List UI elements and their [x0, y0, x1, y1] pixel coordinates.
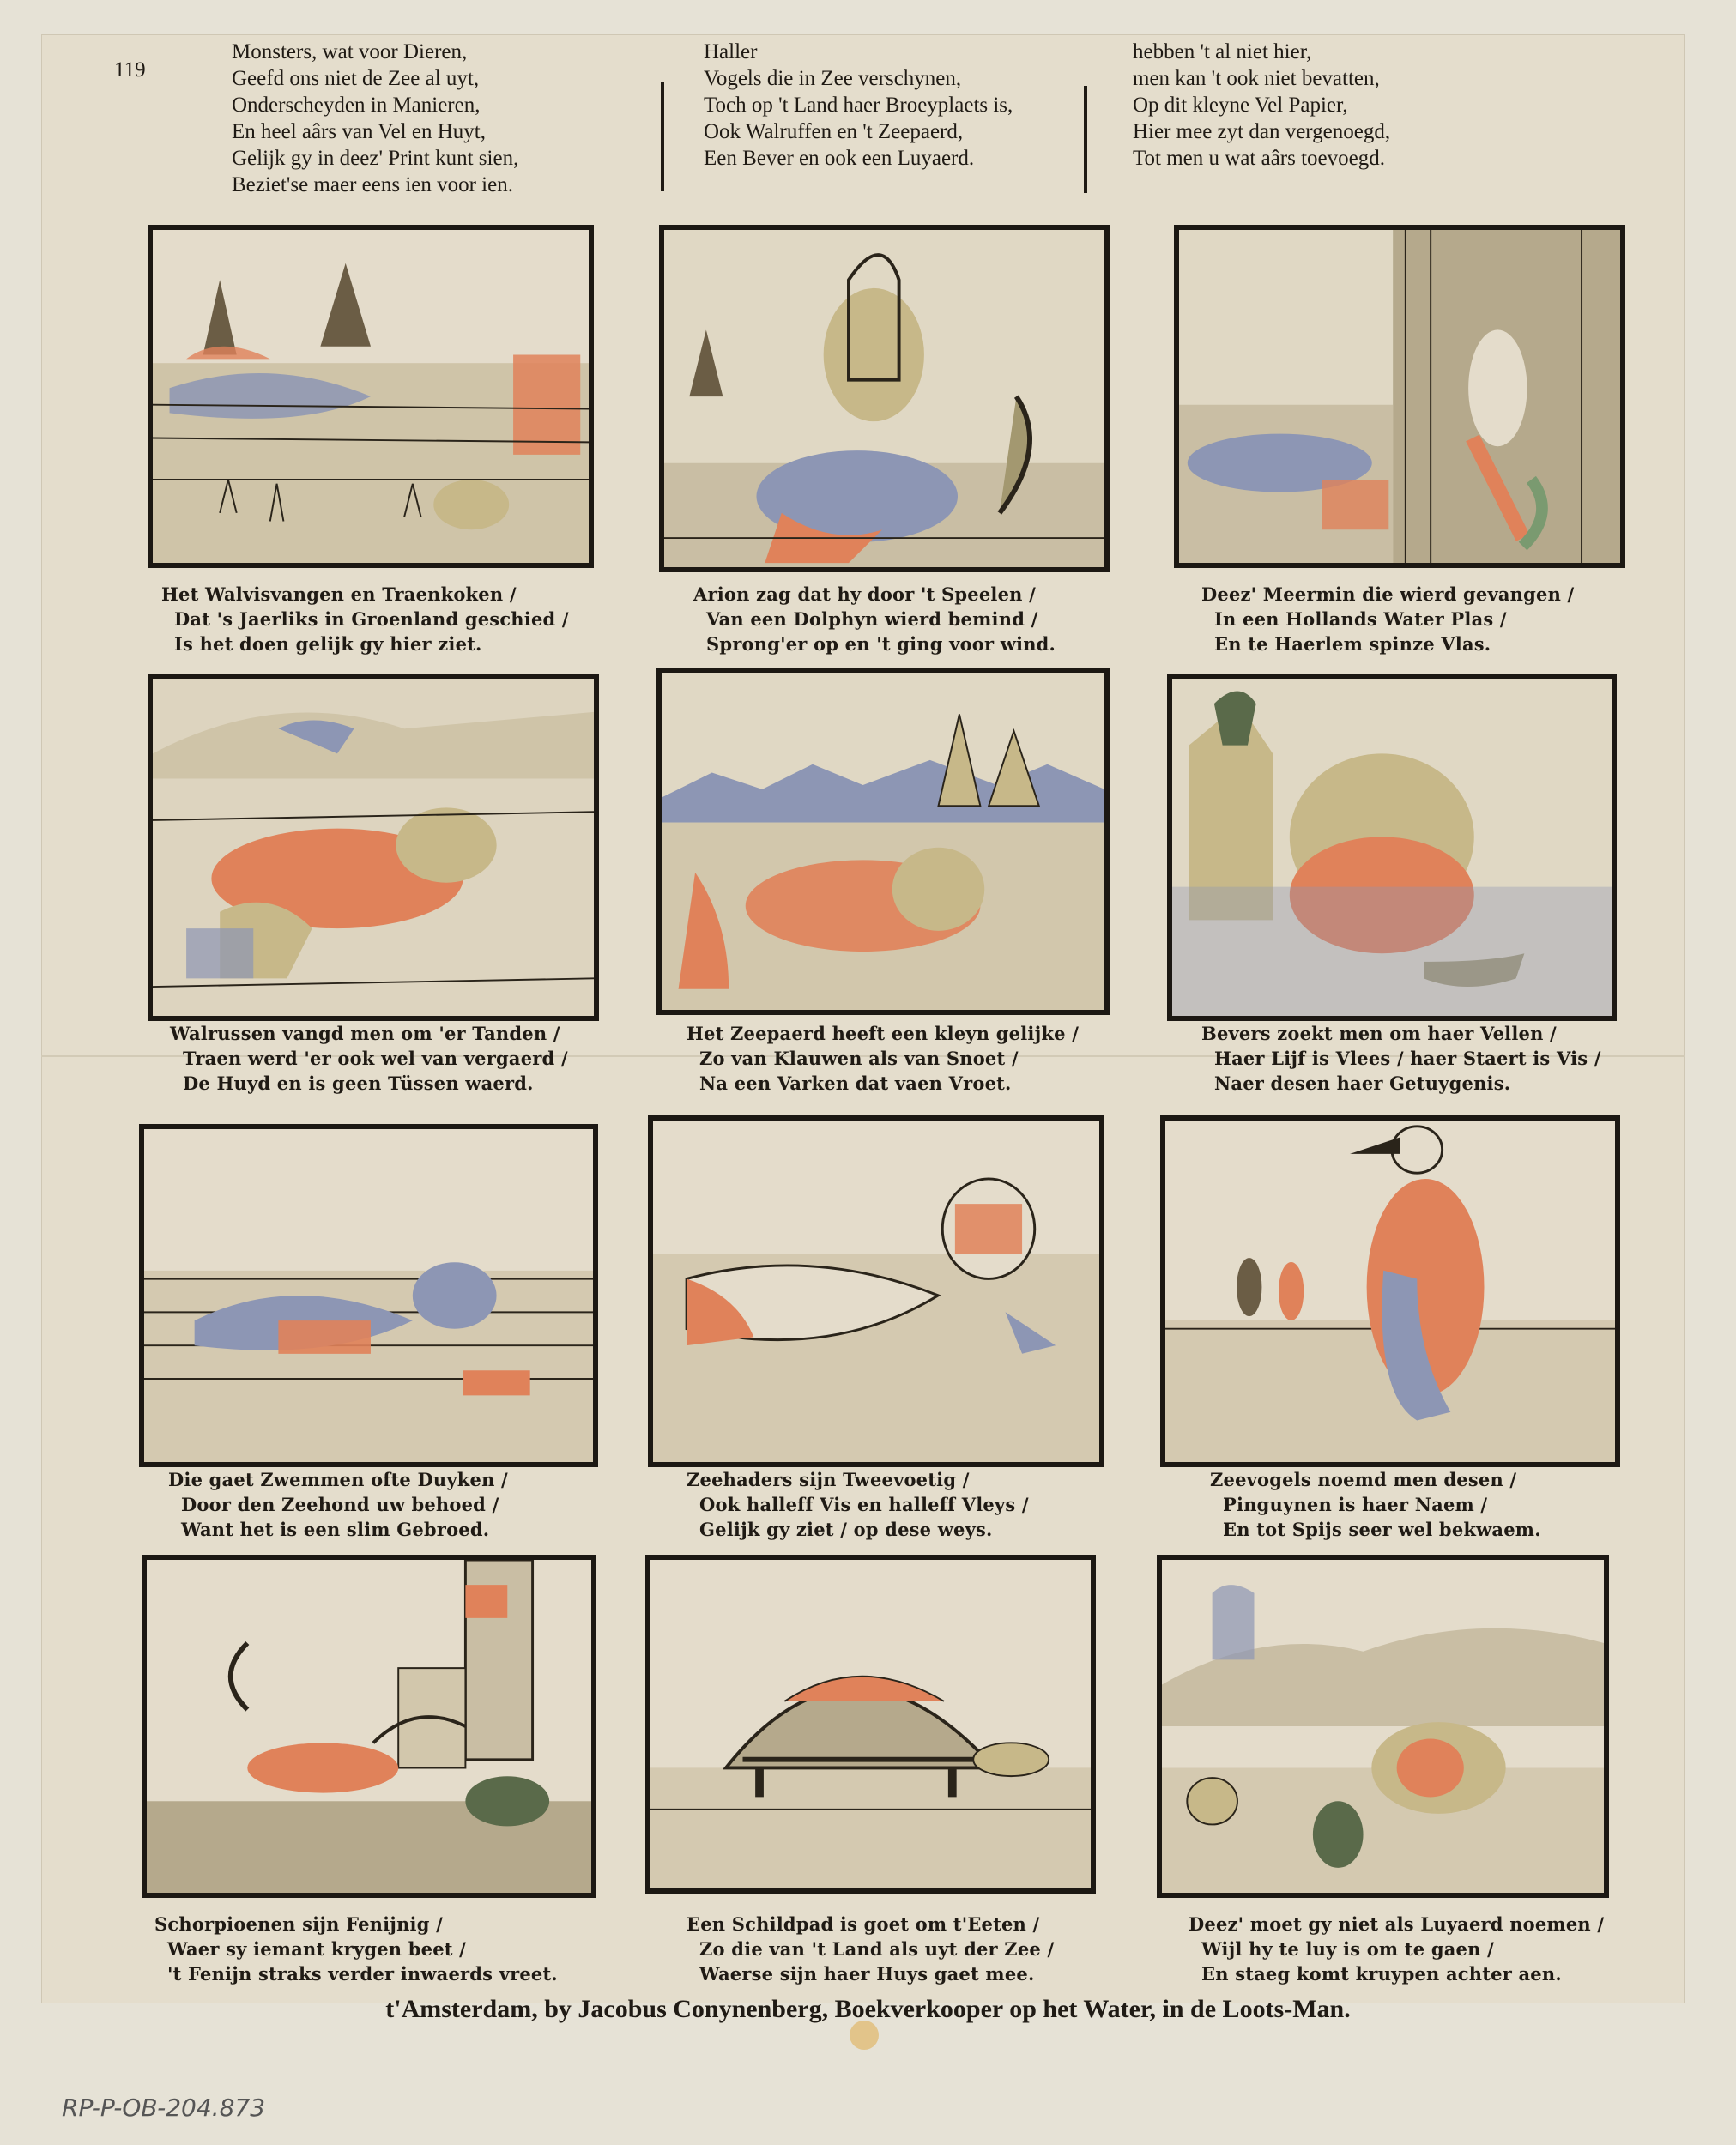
verse-middle: Haller Vogels die in Zee verschynen, Toch op 't Land haer Broeyplaets is, Ook Walruffen en 't Zeepaerd, Een Bever en ook een Luyaerd.: [704, 40, 1013, 170]
caption: Het Walvisvangen en Traenkoken / Dat 's Jaerliks in Groenland geschied / Is het doen gelijk gy hier ziet.: [161, 583, 569, 655]
imprint: t'Amsterdam, by Jacobus Conynenberg, Boekverkooper op het Water, in de Loots-Man.: [385, 1995, 1351, 2023]
woodcut-arion: [659, 225, 1110, 572]
woodcut-walrus: [148, 674, 599, 1021]
woodcut-sea-horse: [656, 668, 1110, 1015]
verse-left: Monsters, wat voor Dieren, Geefd ons niet de Zee al uyt, Onderscheyden in Manieren, En heel aârs van Vel en Huyt, Gelijk gy in deez' Print kunt sien, Beziet'se maer eens ien voor ien.: [232, 40, 519, 196]
caption: Bevers zoekt men om haer Vellen / Haer Lijf is Vlees / haer Staert is Vis / Naer desen haer Getuygenis.: [1201, 1023, 1601, 1094]
woodcut-whaling: [148, 225, 594, 568]
woodcut-sea-lion: [648, 1115, 1104, 1467]
caption: Arion zag dat hy door 't Speelen / Van een Dolphyn wierd bemind / Sprong'er op en 't ging voor wind.: [693, 583, 1056, 655]
caption: Deez' Meermin die wierd gevangen / In een Hollands Water Plas / En te Haerlem spinze Vlas.: [1201, 583, 1575, 655]
page-number: 119: [114, 58, 146, 82]
woodcut-tortoise: [645, 1555, 1096, 1894]
caption: Walrussen vangd men om 'er Tanden / Traen werd 'er ook wel van vergaerd / De Huyd en is geen Tüssen waerd.: [170, 1023, 568, 1094]
caption: Een Schildpad is goet om t'Eeten / Zo die van 't Land als uyt der Zee / Waerse sijn haer Huys gaet mee.: [687, 1913, 1055, 1985]
caption: Schorpioenen sijn Fenijnig / Waer sy iemant krygen beet / 't Fenijn straks verder inwaerds vreet.: [154, 1913, 558, 1985]
caption: Zeehaders sijn Tweevoetig / Ook halleff Vis en halleff Vleys / Gelijk gy ziet / op dese weys.: [687, 1469, 1029, 1540]
caption: Het Zeepaerd heeft een kleyn gelijke / Zo van Klauwen als van Snoet / Na een Varken dat vaen Vroet.: [687, 1023, 1080, 1094]
verse-divider: [1084, 86, 1087, 193]
woodcut-seal-swimming: [139, 1124, 598, 1467]
woodcut-beaver: [1167, 674, 1617, 1021]
verse-right: hebben 't al niet hier, men kan 't ook niet bevatten, Op dit kleyne Vel Papier, Hier mee zyt dan vergenoegd, Tot men u wat aârs toevoegd.: [1133, 40, 1391, 170]
inventory-number: RP-P-OB-204.873: [62, 2094, 266, 2122]
woodcut-scorpion: [142, 1555, 596, 1898]
verse-divider: [661, 82, 664, 191]
woodcut-penguin: [1160, 1115, 1620, 1467]
woodcut-mermaid: [1174, 225, 1625, 568]
caption: Zeevogels noemd men desen / Pinguynen is haer Naem / En tot Spijs seer wel bekwaem.: [1210, 1469, 1541, 1540]
glue-stain: [850, 2021, 879, 2050]
caption: Deez' moet gy niet als Luyaerd noemen / Wijl hy te luy is om te gaen / En staeg komt kruypen achter aen.: [1189, 1913, 1605, 1985]
woodcut-sloth: [1157, 1555, 1609, 1898]
caption: Die gaet Zwemmen ofte Duyken / Door den Zeehond uw behoed / Want het is een slim Gebroed.: [168, 1469, 508, 1540]
